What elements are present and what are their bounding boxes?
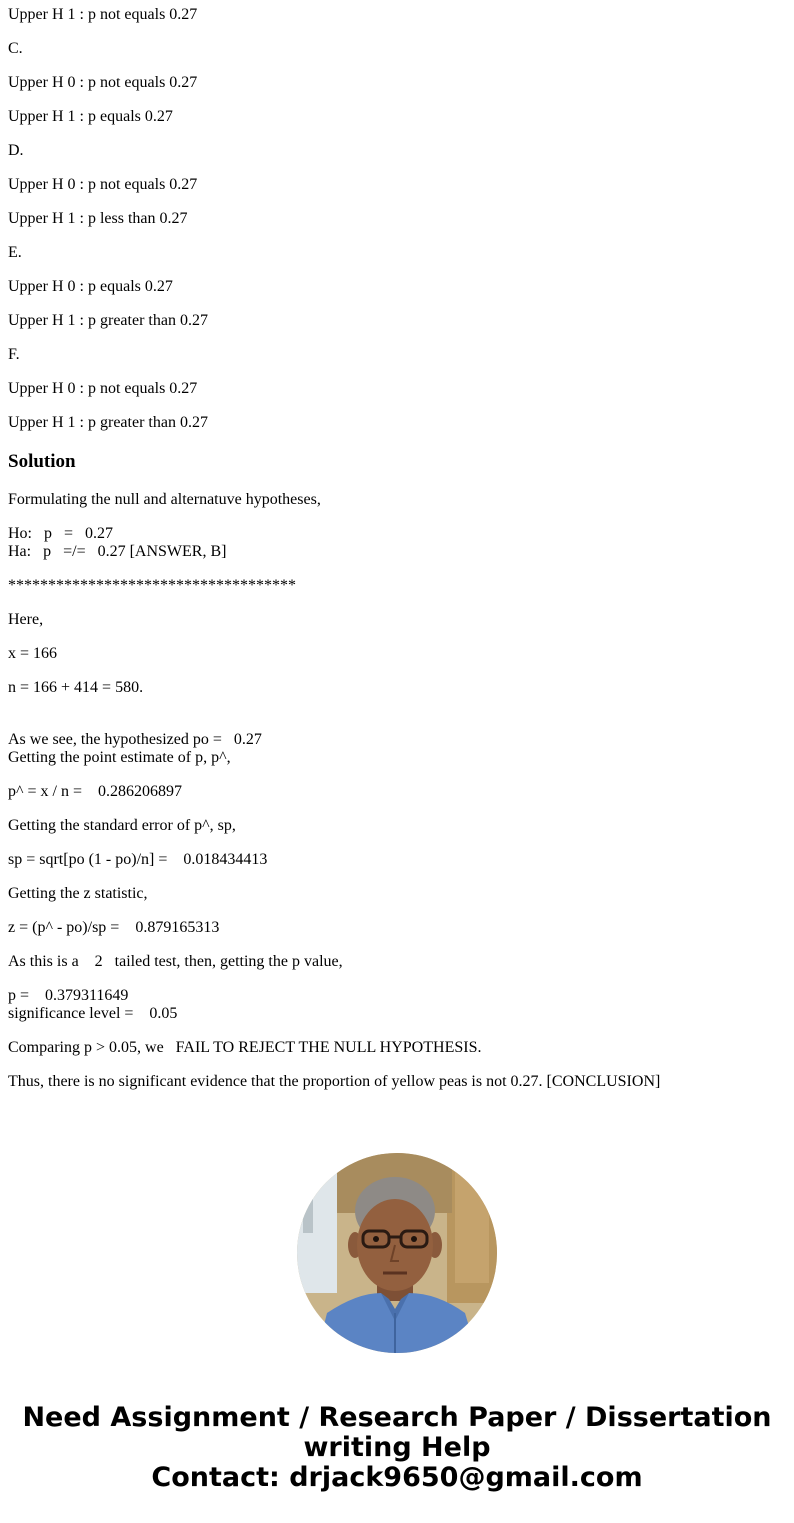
document-body — [8, 0, 786, 1091]
option-e-h0: Upper H 0 : p equals 0.27 — [8, 278, 173, 295]
x-value: x = 166 — [8, 645, 58, 662]
alternative-hypothesis: Ha: p =/= 0.27 [ANSWER, B] — [8, 543, 227, 560]
option-f-h1: Upper H 1 : p greater than 0.27 — [8, 414, 208, 431]
standard-error-label: Getting the standard error of p^, sp, — [8, 817, 236, 834]
author-avatar — [297, 1153, 497, 1353]
comparison-result: Comparing p > 0.05, we FAIL TO REJECT THE NULL HYPOTHESIS. — [8, 1039, 482, 1056]
option-f-h0: Upper H 0 : p not equals 0.27 — [8, 380, 198, 397]
option-b-h1: Upper H 1 : p not equals 0.27 — [8, 6, 198, 23]
p-value: p = 0.379311649 — [8, 987, 129, 1004]
banner-contact: Contact: drjack9650@gmail.com — [151, 1462, 643, 1493]
option-d-h1: Upper H 1 : p less than 0.27 — [8, 210, 188, 227]
option-c-label: C. — [8, 40, 23, 57]
point-estimate-label: Getting the point estimate of p, p^, — [8, 749, 231, 766]
option-c-h1: Upper H 1 : p equals 0.27 — [8, 108, 173, 125]
option-c-h0: Upper H 0 : p not equals 0.27 — [8, 74, 198, 91]
solution-intro: Formulating the null and alternatuve hypotheses, — [8, 491, 321, 508]
significance-level: significance level = 0.05 — [8, 1005, 178, 1022]
banner-line-1: Need Assignment / Research Paper / Dissertation — [22, 1402, 772, 1433]
here-text: Here, — [8, 611, 44, 628]
option-d-label: D. — [8, 142, 24, 159]
z-statistic-label: Getting the z statistic, — [8, 885, 148, 902]
null-hypothesis: Ho: p = 0.27 — [8, 525, 114, 542]
hypothesized-po: As we see, the hypothesized po = 0.27 — [8, 731, 262, 748]
z-statistic-value: z = (p^ - po)/sp = 0.879165313 — [8, 919, 220, 936]
n-value: n = 166 + 414 = 580. — [8, 679, 144, 696]
conclusion-text: Thus, there is no significant evidence that the proportion of yellow peas is not 0.27. [CONCLUSION] — [8, 1073, 661, 1090]
standard-error-value: sp = sqrt[po (1 - po)/n] = 0.018434413 — [8, 851, 268, 868]
option-f-label: F. — [8, 346, 20, 363]
p-hat-value: p^ = x / n = 0.286206897 — [8, 783, 182, 800]
option-d-h0: Upper H 0 : p not equals 0.27 — [8, 176, 198, 193]
separator-stars: ************************************ — [8, 577, 296, 594]
option-e-label: E. — [8, 244, 22, 261]
option-e-h1: Upper H 1 : p greater than 0.27 — [8, 312, 208, 329]
promo-banner — [0, 1403, 794, 1493]
solution-heading: Solution — [8, 451, 76, 472]
banner-line-2: writing Help — [303, 1432, 491, 1463]
tailed-test-text: As this is a 2 tailed test, then, getting the p value, — [8, 953, 343, 970]
